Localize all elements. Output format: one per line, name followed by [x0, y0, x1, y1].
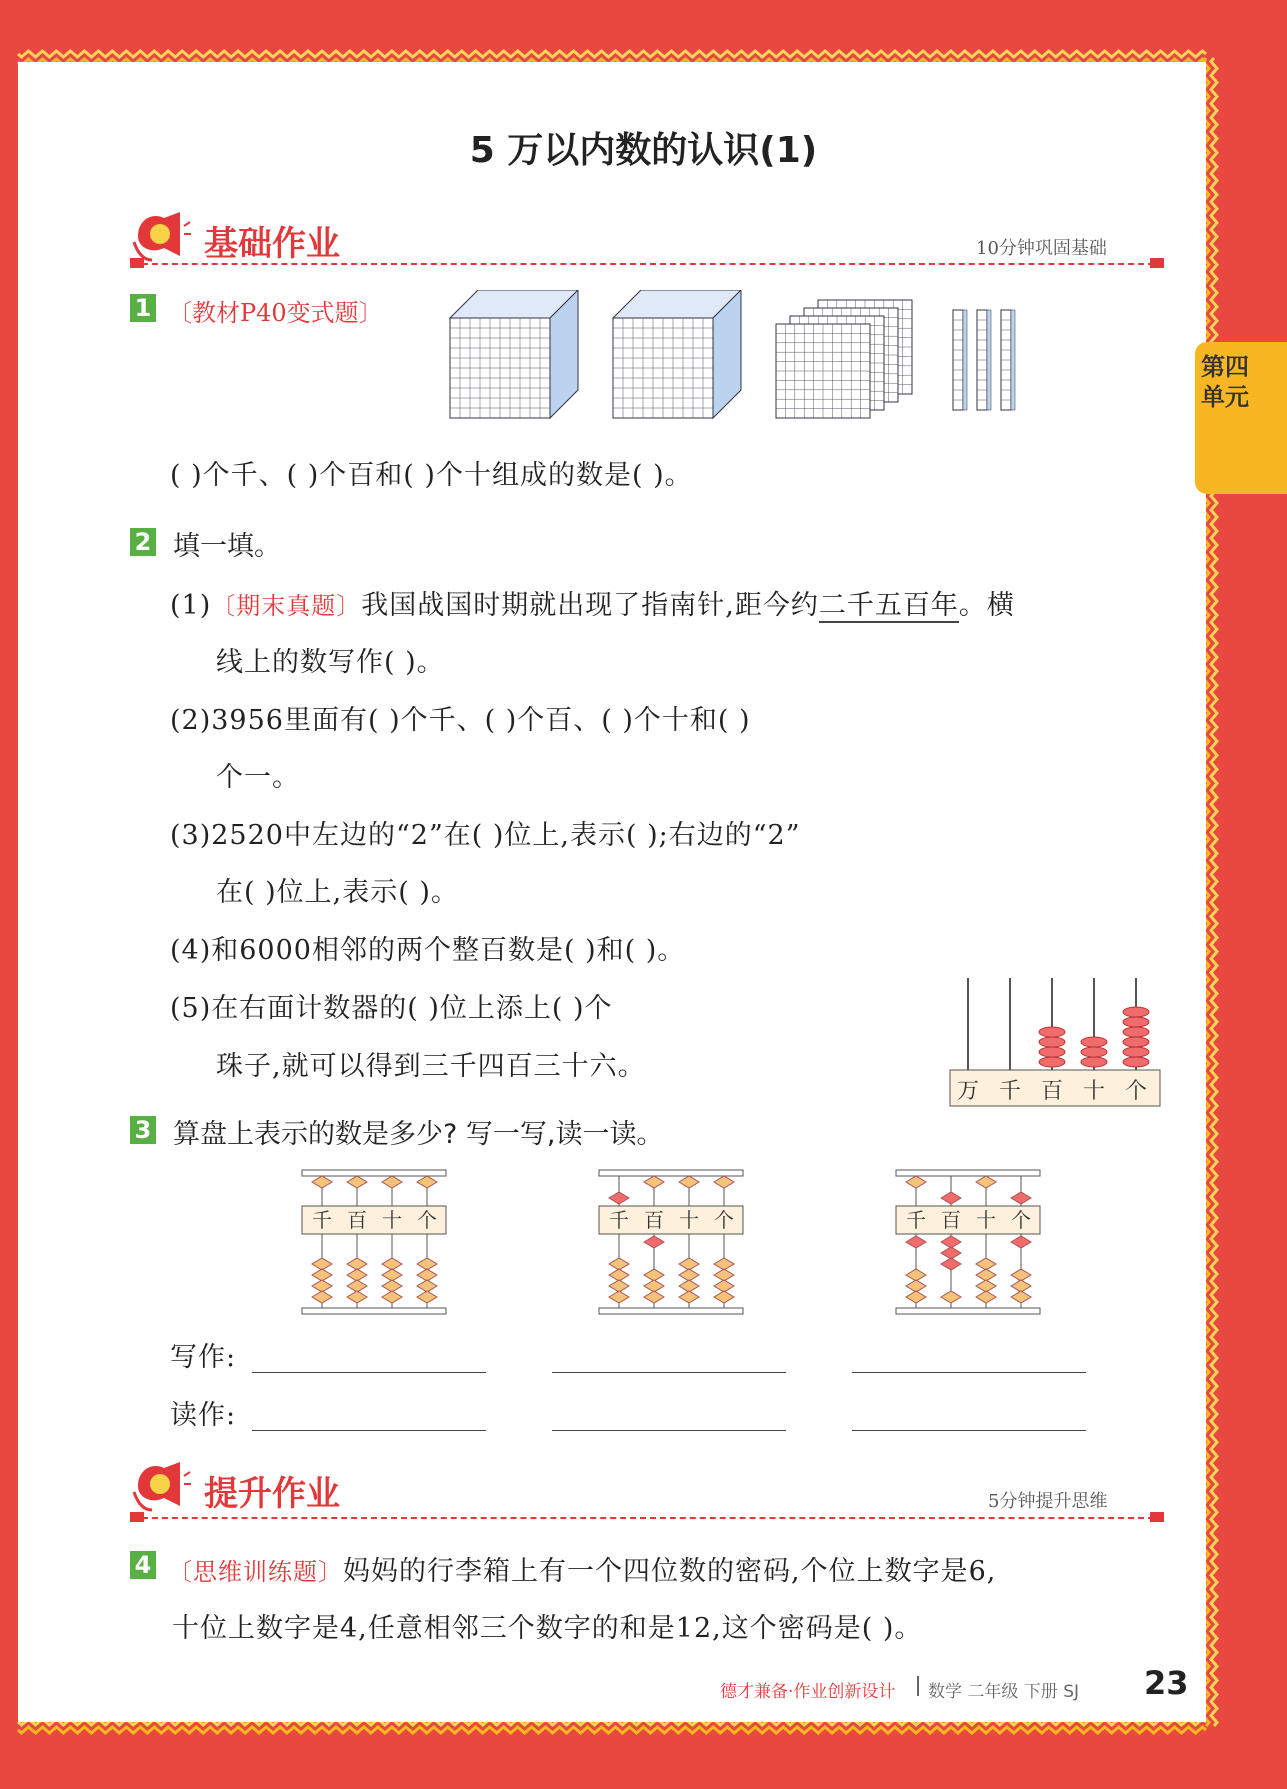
abacus-lower-bead	[714, 1280, 734, 1292]
page-number: 23	[1144, 1664, 1189, 1702]
question-4-tag: 〔思维训练题〕	[168, 1558, 343, 1586]
abacus-upper-bead	[382, 1176, 402, 1188]
abacus-frame-top	[599, 1170, 743, 1176]
abacus-lower-bead	[1011, 1291, 1031, 1303]
abacus-lower-bead	[347, 1269, 367, 1281]
counter-bead	[1123, 1047, 1149, 1057]
abacus-frame-bottom	[599, 1308, 743, 1314]
abacus-label: 百	[347, 1208, 367, 1232]
question-4-line2: 十位上数字是4,任意相邻三个数字的和是12,这个密码是( )。	[172, 1613, 923, 1644]
abacus-lower-bead	[312, 1291, 332, 1303]
abacus-lower-bead	[609, 1269, 629, 1281]
ten-rod-side	[963, 310, 967, 410]
abacus-lower-bead	[714, 1291, 734, 1303]
read-line-1[interactable]	[252, 1430, 486, 1431]
abacus-label: 十	[679, 1208, 699, 1232]
abacus-label: 十	[382, 1208, 402, 1232]
section-advanced-subtitle: 5分钟提升思维	[988, 1491, 1108, 1512]
abacus-lower-bead	[976, 1269, 996, 1281]
question-1-number: 1	[130, 294, 156, 322]
abacus-lower-bead	[609, 1258, 629, 1270]
abacus-frame-top	[896, 1170, 1040, 1176]
counter-bead	[1039, 1047, 1065, 1057]
question-4-number: 4	[130, 1551, 156, 1579]
question-3-number: 3	[130, 1116, 156, 1144]
counter-bead	[1081, 1047, 1107, 1057]
abacus-lower-bead	[312, 1258, 332, 1270]
abacus-lower-bead	[609, 1280, 629, 1292]
read-label: 读作:	[170, 1400, 237, 1431]
ten-rod-side	[987, 310, 991, 410]
q2-part2-line2: 个一。	[216, 762, 300, 793]
border-wave	[1211, 58, 1217, 1726]
abacus-1	[300, 1168, 448, 1316]
counter-bead	[1039, 1027, 1065, 1037]
counter-label: 万	[956, 1079, 980, 1104]
abacus-lower-bead	[941, 1236, 961, 1248]
abacus-lower-bead	[679, 1291, 699, 1303]
abacus-upper-bead	[1011, 1192, 1031, 1204]
abacus-lower-bead	[976, 1291, 996, 1303]
question-4-line1	[168, 1549, 996, 1588]
counter-bead	[1081, 1037, 1107, 1047]
abacus-lower-bead	[941, 1258, 961, 1270]
abacus-lower-bead	[417, 1269, 437, 1281]
megaphone-icon	[130, 208, 192, 264]
abacus-label: 个	[417, 1208, 437, 1232]
q2-part3-line1: (3)2520中左边的“2”在( )位上,表示( );右边的“2”	[170, 820, 801, 851]
abacus-lower-bead	[1011, 1280, 1031, 1292]
counter-bead	[1123, 1057, 1149, 1067]
abacus-lower-bead	[382, 1280, 402, 1292]
q2-part1-number: (1)	[170, 590, 212, 621]
footer-subject: 数学 二年级 下册 SJ	[928, 1682, 1080, 1702]
counter-bead	[1123, 1017, 1149, 1027]
q2-part4: (4)和6000相邻的两个整百数是( )和( )。	[170, 935, 686, 966]
footer-divider	[917, 1676, 919, 1696]
q2-part2-line1: (2)3956里面有( )个千、( )个百、( )个十和( )	[170, 705, 751, 736]
abacus-upper-bead	[347, 1176, 367, 1188]
abacus-upper-bead	[417, 1176, 437, 1188]
counter-bead	[1123, 1037, 1149, 1047]
write-label: 写作:	[170, 1342, 237, 1373]
abacus-frame-top	[302, 1170, 446, 1176]
abacus-label: 千	[906, 1208, 926, 1232]
question-2-head: 填一填。	[173, 531, 281, 562]
abacus-3	[894, 1168, 1042, 1316]
section-basic-title: 基础作业	[204, 224, 340, 264]
counter-bead	[1039, 1037, 1065, 1047]
section-divider	[132, 263, 1164, 265]
abacus-frame-bottom	[896, 1308, 1040, 1314]
abacus-lower-bead	[382, 1269, 402, 1281]
bead-counter	[946, 974, 1166, 1110]
counter-label: 十	[1082, 1079, 1106, 1104]
counter-label: 个	[1124, 1079, 1148, 1104]
q2-part1-text-end: 。横	[958, 590, 1015, 621]
abacus-lower-bead	[714, 1258, 734, 1270]
abacus-lower-bead	[1011, 1269, 1031, 1281]
question-1-text: ( )个千、( )个百和( )个十组成的数是( )。	[170, 460, 693, 491]
q2-part3-line2: 在( )位上,表示( )。	[216, 877, 459, 908]
abacus-lower-bead	[906, 1269, 926, 1281]
q2-part1-line2: 线上的数写作( )。	[216, 647, 445, 678]
write-line-3[interactable]	[852, 1372, 1086, 1373]
abacus-lower-bead	[644, 1236, 664, 1248]
abacus-lower-bead	[312, 1269, 332, 1281]
abacus-lower-bead	[417, 1258, 437, 1270]
abacus-lower-bead	[609, 1291, 629, 1303]
megaphone-icon	[130, 1458, 192, 1514]
abacus-label: 十	[976, 1208, 996, 1232]
unit-tab-label: 第四单元	[1201, 353, 1249, 411]
abacus-2	[597, 1168, 745, 1316]
counter-label: 百	[1040, 1079, 1064, 1104]
q2-part5-line2: 珠子,就可以得到三千四百三十六。	[216, 1051, 646, 1082]
abacus-upper-bead	[679, 1176, 699, 1188]
abacus-lower-bead	[941, 1291, 961, 1303]
divider-end-left	[130, 1512, 144, 1522]
abacus-lower-bead	[679, 1258, 699, 1270]
section-divider	[132, 1517, 1164, 1519]
abacus-label: 百	[941, 1208, 961, 1232]
question-2-number: 2	[130, 528, 156, 556]
abacus-upper-bead	[312, 1176, 332, 1188]
abacus-lower-bead	[382, 1258, 402, 1270]
question-1-tag: 〔教材P40变式题〕	[168, 299, 383, 327]
abacus-lower-bead	[714, 1269, 734, 1281]
counter-label: 千	[998, 1079, 1022, 1104]
abacus-lower-bead	[417, 1291, 437, 1303]
abacus-lower-bead	[679, 1269, 699, 1281]
abacus-lower-bead	[347, 1258, 367, 1270]
counter-bead	[1123, 1007, 1149, 1017]
abacus-upper-bead	[941, 1192, 961, 1204]
section-basic-subtitle: 10分钟巩固基础	[976, 238, 1107, 259]
question-4-text: 妈妈的行李箱上有一个四位数的密码,个位上数字是6,	[343, 1556, 997, 1587]
abacus-upper-bead	[976, 1176, 996, 1188]
abacus-lower-bead	[906, 1280, 926, 1292]
write-line-2[interactable]	[552, 1372, 786, 1373]
abacus-upper-bead	[609, 1192, 629, 1204]
abacus-lower-bead	[976, 1258, 996, 1270]
write-line-1[interactable]	[252, 1372, 486, 1373]
counter-bead	[1081, 1057, 1107, 1067]
divider-end-right	[1150, 1512, 1164, 1522]
read-line-2[interactable]	[552, 1430, 786, 1431]
abacus-lower-bead	[382, 1291, 402, 1303]
abacus-lower-bead	[347, 1291, 367, 1303]
abacus-label: 千	[312, 1208, 332, 1232]
ten-rod-side	[1011, 310, 1015, 410]
read-line-3[interactable]	[852, 1430, 1086, 1431]
abacus-label: 百	[644, 1208, 664, 1232]
abacus-lower-bead	[644, 1269, 664, 1281]
abacus-lower-bead	[312, 1280, 332, 1292]
abacus-label: 个	[1011, 1208, 1031, 1232]
divider-end-left	[130, 258, 144, 268]
divider-end-right	[1150, 258, 1164, 268]
base-ten-blocks	[440, 290, 1040, 430]
border-wave	[18, 1727, 1206, 1733]
footer-brand: 德才兼备·作业创新设计	[720, 1682, 896, 1702]
q2-part1-line1	[170, 583, 1015, 622]
counter-bead	[1123, 1027, 1149, 1037]
abacus-lower-bead	[644, 1280, 664, 1292]
section-advanced-title: 提升作业	[204, 1474, 340, 1514]
page-title: 5 万以内数的认识(1)	[469, 130, 818, 171]
abacus-upper-bead	[906, 1176, 926, 1188]
abacus-upper-bead	[714, 1176, 734, 1188]
counter-bead	[1039, 1057, 1065, 1067]
q2-part5-line1: (5)在右面计数器的( )位上添上( )个	[170, 993, 613, 1024]
abacus-label: 千	[609, 1208, 629, 1232]
abacus-frame-bottom	[302, 1308, 446, 1314]
q2-part1-text: 我国战国时期就出现了指南针,距今约	[361, 590, 819, 621]
abacus-lower-bead	[417, 1280, 437, 1292]
abacus-lower-bead	[679, 1280, 699, 1292]
question-3-head: 算盘上表示的数是多少? 写一写,读一读。	[173, 1119, 664, 1150]
border-wave	[18, 51, 1206, 57]
abacus-lower-bead	[347, 1280, 367, 1292]
abacus-lower-bead	[644, 1291, 664, 1303]
abacus-lower-bead	[941, 1247, 961, 1259]
abacus-lower-bead	[1011, 1236, 1031, 1248]
q2-part1-tag: 〔期末真题〕	[211, 592, 362, 620]
q2-part1-underlined: 二千五百年	[818, 590, 959, 621]
abacus-upper-bead	[644, 1176, 664, 1188]
abacus-lower-bead	[906, 1236, 926, 1248]
abacus-lower-bead	[976, 1280, 996, 1292]
abacus-label: 个	[714, 1208, 734, 1232]
abacus-lower-bead	[906, 1291, 926, 1303]
